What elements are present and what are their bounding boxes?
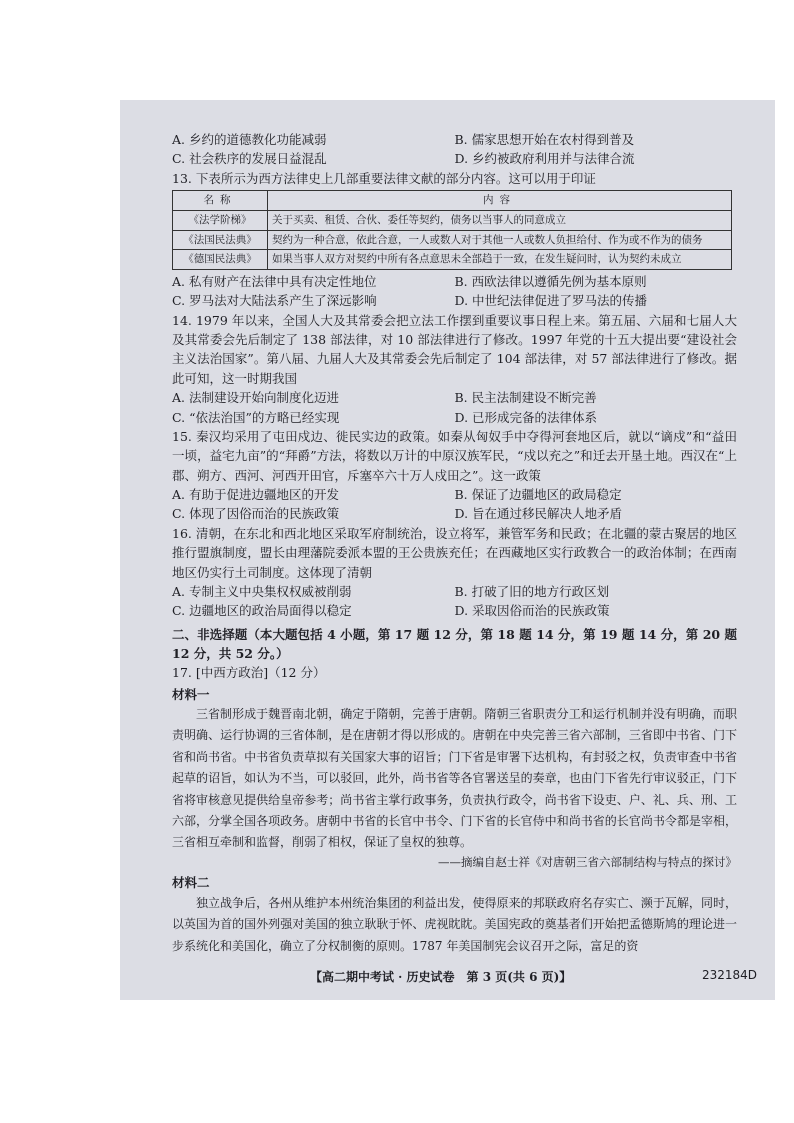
q15-stem: 15. 秦汉均采用了屯田戍边、徙民实边的政策。如秦从匈奴手中夺得河套地区后，就以“谪戍”和“益田一顷，益宅九亩”的“拜爵”方法，将数以万计的中原汉族军民，“戍以充之”和迁去开垦土地。西汉在“上郡、朔方、西河、河西开田官，斥塞卒六十万人戍田之”。这一政策 (172, 428, 737, 483)
page-footer (120, 968, 775, 990)
q15-option-d[interactable]: D. 旨在通过移民解决人地矛盾 (454, 506, 623, 522)
q17-material2-title: 材料二 (172, 875, 210, 891)
q12-options-row1 (172, 130, 737, 149)
q13-header-name: 名称 (173, 191, 268, 211)
q16-option-a[interactable]: A. 专制主义中央集权权威被削弱 (172, 583, 352, 599)
q13-options-row1 (172, 272, 737, 291)
q13-options-row2 (172, 291, 737, 310)
footer-code: 232184D (701, 968, 757, 982)
page-content (172, 130, 737, 957)
q13-option-c[interactable]: C. 罗马法对大陆法系产生了深远影响 (172, 293, 377, 309)
q13-row1-name: 《法学阶梯》 (173, 210, 268, 230)
q14-options-row1 (172, 388, 737, 407)
q15-option-c[interactable]: C. 体现了因俗而治的民族政策 (172, 506, 340, 522)
q17-material2-text: 独立战争后，各州从维护本州统治集团的利益出发，使得原来的邦联政府名存实亡、濒于瓦解，同时，以英国为首的国外列强对美国的独立耿耿于怀、虎视眈眈。美国宪政的奠基者们开始把孟德斯鸠的理论进一步系统化和美国化，确立了分权制衡的原则。1787 年美国制宪会议召开之际，富足的资 (172, 895, 737, 953)
q13-law-table (172, 190, 732, 270)
q13-row3-content: 如果当事人双方对契约中所有各点意思未全部趋于一致，在发生疑问时，认为契约未成立 (268, 250, 732, 270)
q16-option-d[interactable]: D. 采取因俗而治的民族政策 (454, 603, 610, 619)
q12-option-b[interactable]: B. 儒家思想开始在农村得到普及 (454, 132, 635, 147)
table-row (173, 210, 732, 230)
footer-page-info: 【高二期中考试 · 历史试卷 第 3 页(共 6 页)】 (310, 970, 572, 984)
q14-option-d[interactable]: D. 已形成完备的法律体系 (454, 409, 598, 425)
q14-stem: 14. 1979 年以来，全国人大及其常委会把立法工作摆到重要议事日程上来。第五届、六届和七届人大及其常委会先后制定了 138 部法律，对 10 部法律进行了修改。1997 年党的十五大提出要“建设社会主义法治国家”。第八届、九届人大及其常委会先后制定了 104 部法律，对 57 部法律进行了修改。据此可知，这一时期我国 (172, 312, 737, 386)
q16-option-b[interactable]: B. 打破了旧的地方行政区划 (454, 583, 610, 599)
q12-options-row2 (172, 149, 737, 168)
table-row (173, 250, 732, 270)
q13-option-b[interactable]: B. 西欧法律以遵循先例为基本原则 (454, 273, 647, 289)
q16-stem: 16. 清朝，在东北和西北地区采取军府制统治，设立将军，兼管军务和民政；在北疆的蒙古聚居的地区推行盟旗制度，盟长由理藩院委派本盟的王公贵族充任；在西藏地区实行政教合一的政治体制；在西南地区仍实行土司制度。这体现了清朝 (172, 525, 737, 580)
q14-option-b[interactable]: B. 民主法制建设不断完善 (454, 390, 597, 406)
q16-option-c[interactable]: C. 边疆地区的政治局面得以稳定 (172, 603, 352, 619)
q17-material1-text: 三省制形成于魏晋南北朝，确定于隋朝，完善于唐朝。隋朝三省职责分工和运行机制并没有明确，而职责明确、运行协调的三省体制，是在唐朝才得以形成的。唐朝在中央完善三省六部制，三省即中书省、门下省和尚书省。中书省负责草拟有关国家大事的诏旨；门下省是审署下达机构，有封驳之权，负责审查中书省起草的诏旨，如认为不当，可以驳回，此外，尚书省等各官署送呈的奏章，也由门下省先行审议驳正，门下省将审核意见提供给皇帝参考；尚书省主掌行政事务，负责执行政令，尚书省下设吏、户、礼、兵、刑、工六部，分掌全国各项政务。唐朝中书省的长官中书令、门下省的长官侍中和尚书省的长官尚书令都是宰相，三省相互牵制和监督，削弱了相权，保证了皇权的独尊。 (172, 707, 737, 850)
q17-stem: 17. [中西方政治]（12 分） (172, 665, 326, 681)
q13-row2-name: 《法国民法典》 (173, 230, 268, 250)
q13-row1-content: 关于买卖、租赁、合伙、委任等契约，债务以当事人的同意成立 (268, 210, 732, 230)
q16-options-row2 (172, 601, 737, 620)
q13-row2-content: 契约为一种合意，依此合意，一人或数人对于其他一人或数人负担给付、作为或不作为的债务 (268, 230, 732, 250)
q17-material1-title: 材料一 (172, 686, 210, 702)
q13-option-a[interactable]: A. 私有财产在法律中具有决定性地位 (172, 273, 377, 289)
q15-option-b[interactable]: B. 保证了边疆地区的政局稳定 (454, 487, 622, 502)
q14-options-row2 (172, 408, 737, 427)
exam-page (120, 100, 775, 1000)
q13-option-d[interactable]: D. 中世纪法律促进了罗马法的传播 (454, 293, 648, 309)
q12-option-a[interactable]: A. 乡约的道德教化功能减弱 (172, 132, 327, 147)
q16-options-row1 (172, 582, 737, 601)
q13-stem: 13. 下表所示为西方法律史上几部重要法律文献的部分内容。这可以用于印证 (172, 170, 596, 186)
q12-option-c[interactable]: C. 社会秩序的发展日益混乱 (172, 151, 327, 167)
q15-options-row1 (172, 485, 737, 504)
q14-option-a[interactable]: A. 法制建设开始向制度化迈进 (172, 390, 339, 406)
q15-options-row2 (172, 504, 737, 523)
q17-material1-source: ——摘编自赵士祥《对唐朝三省六部制结构与特点的探讨》 (438, 854, 737, 869)
q12-option-d[interactable]: D. 乡约被政府利用并与法律合流 (454, 151, 635, 167)
section2-title: 二、非选择题（本大题包括 4 小题，第 17 题 12 分，第 18 题 14 分，第 19 题 14 分，第 20 题 12 分，共 52 分。） (172, 626, 737, 661)
q13-row3-name: 《德国民法典》 (173, 250, 268, 270)
q14-option-c[interactable]: C. “依法治国”的方略已经实现 (172, 409, 340, 425)
q13-header-content: 内容 (268, 191, 732, 211)
q13-table-header-row (173, 191, 732, 211)
q15-option-a[interactable]: A. 有助于促进边疆地区的开发 (172, 487, 339, 502)
table-row (173, 230, 732, 250)
